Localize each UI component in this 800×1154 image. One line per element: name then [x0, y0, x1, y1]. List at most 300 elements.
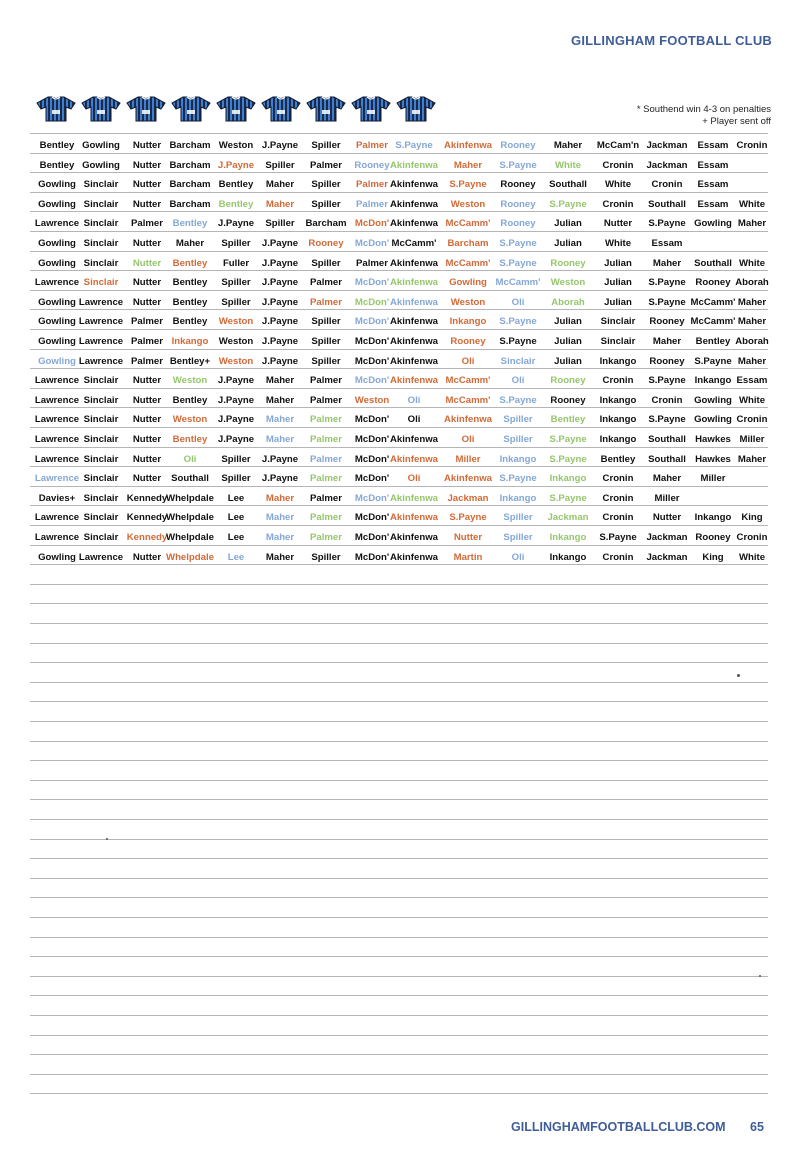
player-name-cell: Inkango	[599, 434, 637, 445]
player-name-cell: Akinfenwa	[390, 512, 438, 524]
player-name-cell: J.Payne	[217, 218, 255, 230]
rule-line	[30, 682, 768, 683]
player-name-cell: Palmer	[310, 473, 342, 485]
player-name-cell: S.Payne	[499, 238, 537, 249]
player-name-cell: S.Payne	[648, 218, 686, 230]
player-name-cell: Barcham	[169, 179, 211, 191]
player-name-cell: Whelpdale	[166, 551, 214, 563]
player-name-cell: Lawrence	[34, 473, 80, 485]
player-name-cell: Barcham	[169, 140, 211, 151]
player-name-cell: Oli	[407, 473, 421, 485]
player-name-cell: Oli	[511, 551, 525, 563]
player-name-cell: Rooney	[550, 394, 586, 406]
player-name-cell: Cronin	[602, 159, 634, 171]
player-name-cell: McDon'	[354, 316, 390, 328]
player-name-cell: Palmer	[356, 140, 388, 151]
player-name-cell: Barcham	[169, 159, 211, 171]
player-name-cell: Rooney	[500, 218, 536, 230]
note-penalties: * Southend win 4-3 on penalties	[636, 104, 771, 115]
player-name-cell: Bentley	[39, 159, 75, 171]
player-name-cell: Southall	[648, 453, 686, 465]
player-name-cell: Miller	[739, 434, 765, 445]
player-name-cell: S.Payne	[549, 492, 587, 504]
player-name-cell: Nutter	[652, 512, 682, 524]
player-name-cell: Essam	[697, 198, 729, 210]
player-name-cell: McDon'	[354, 453, 390, 465]
player-name-cell: Maher	[265, 394, 295, 406]
player-name-cell: Rooney	[649, 355, 685, 367]
player-name-cell: Palmer	[310, 492, 342, 504]
rule-line	[30, 623, 768, 624]
table-row	[0, 175, 800, 195]
player-name-cell: Akinfenwa	[390, 375, 438, 387]
player-name-cell: McCamm'	[445, 218, 491, 230]
player-name-cell: Julian	[604, 277, 632, 289]
player-name-cell: J.Payne	[217, 159, 255, 171]
striped-shirt-icon	[396, 96, 436, 122]
player-name-cell: Spiller	[503, 434, 533, 445]
player-name-cell: White	[738, 551, 766, 563]
player-name-cell: Palmer	[310, 375, 342, 387]
player-name-cell: Sinclair	[600, 316, 636, 328]
player-name-cell: S.Payne	[449, 512, 487, 524]
player-name-cell: McDon'	[354, 277, 390, 289]
player-name-cell: White	[738, 257, 766, 269]
player-name-cell: Kennedy	[126, 492, 168, 504]
player-name-cell: Bentley	[39, 140, 75, 151]
player-name-cell: Sinclair	[83, 198, 119, 210]
player-name-cell: S.Payne	[395, 140, 433, 151]
player-name-cell: Julian	[604, 296, 632, 308]
player-name-cell: Bentley	[172, 277, 208, 289]
player-name-cell: Maher	[265, 434, 295, 445]
player-name-cell: Kennedy	[126, 532, 168, 543]
player-name-cell: Nutter	[132, 473, 162, 485]
player-name-cell: Bentley	[172, 316, 208, 328]
player-name-cell: Essam	[736, 375, 768, 387]
player-name-cell: Lawrence	[34, 414, 80, 426]
player-name-cell: Whelpdale	[166, 492, 214, 504]
player-name-cell: Nutter	[132, 179, 162, 191]
player-name-cell: Lee	[227, 551, 245, 563]
player-name-cell: Palmer	[131, 316, 163, 328]
player-name-cell: S.Payne	[549, 198, 587, 210]
player-name-cell: Sinclair	[83, 414, 119, 426]
player-name-cell: Nutter	[132, 414, 162, 426]
player-name-cell: Spiller	[311, 355, 341, 367]
table-row	[0, 469, 800, 489]
player-name-cell: Cronin	[651, 179, 683, 191]
player-name-cell: Essam	[697, 159, 729, 171]
player-name-cell: Weston	[218, 355, 254, 367]
player-name-cell: Cronin	[602, 375, 634, 387]
player-name-cell: White	[604, 238, 632, 249]
player-name-cell: Bentley	[172, 394, 208, 406]
player-name-cell: J.Payne	[261, 257, 299, 269]
player-name-cell: Gowling	[694, 414, 732, 426]
player-name-cell: McCamm'	[690, 296, 736, 308]
player-name-cell: Sinclair	[83, 179, 119, 191]
player-name-cell: Inkango	[694, 375, 732, 387]
player-name-cell: Miller	[455, 453, 481, 465]
player-name-cell: Lawrence	[78, 355, 124, 367]
player-name-cell: Lawrence	[34, 277, 80, 289]
player-name-cell: Weston	[172, 414, 208, 426]
player-name-cell: Bentley	[218, 179, 254, 191]
player-name-cell: Lawrence	[78, 551, 124, 563]
player-name-cell: Maher	[652, 473, 682, 485]
player-name-cell: Nutter	[132, 375, 162, 387]
player-name-cell: S.Payne	[499, 336, 537, 347]
player-name-cell: Oli	[461, 434, 475, 445]
player-name-cell: Inkango	[599, 394, 637, 406]
player-name-cell: Gowling	[38, 257, 76, 269]
player-name-cell: S.Payne	[499, 159, 537, 171]
player-name-cell: S.Payne	[648, 375, 686, 387]
rule-line	[30, 917, 768, 918]
player-name-cell: Rooney	[500, 198, 536, 210]
rule-line	[30, 643, 768, 644]
player-name-cell: Maher	[265, 492, 295, 504]
player-name-cell: Maher	[265, 551, 295, 563]
player-name-cell: Jackman	[646, 159, 688, 171]
player-name-cell: Rooney	[550, 375, 586, 387]
speck-mark	[106, 838, 108, 840]
player-name-cell: Bentley	[172, 296, 208, 308]
player-name-cell: Barcham	[169, 198, 211, 210]
player-name-cell: J.Payne	[217, 394, 255, 406]
player-name-cell: Akinfenwa	[390, 336, 438, 347]
player-name-cell: J.Payne	[261, 355, 299, 367]
player-name-cell: S.Payne	[549, 453, 587, 465]
player-name-cell: Julian	[554, 355, 582, 367]
player-name-cell: Sinclair	[83, 512, 119, 524]
player-name-cell: Gowling	[38, 238, 76, 249]
player-name-cell: Rooney	[500, 179, 536, 191]
player-name-cell: Cronin	[736, 140, 768, 151]
player-name-cell: Nutter	[132, 296, 162, 308]
player-name-cell: Sinclair	[83, 473, 119, 485]
table-row	[0, 352, 800, 372]
player-name-cell: Akinfenwa	[390, 532, 438, 543]
player-name-cell: S.Payne	[648, 277, 686, 289]
player-name-cell: Inkango	[171, 336, 209, 347]
player-name-cell: Aborah	[735, 277, 769, 289]
player-name-cell: Palmer	[310, 394, 342, 406]
note-sent-off: + Player sent off	[702, 116, 771, 127]
player-name-cell: Spiller	[503, 414, 533, 426]
player-name-cell: J.Payne	[261, 473, 299, 485]
player-name-cell: Nutter	[132, 140, 162, 151]
player-name-cell: Davies+	[38, 492, 76, 504]
rule-line	[30, 1054, 768, 1055]
player-name-cell: Akinfenwa	[390, 198, 438, 210]
player-name-cell: Gowling	[38, 355, 76, 367]
player-name-cell: McCamm'	[445, 394, 491, 406]
player-name-cell: Bentley	[172, 257, 208, 269]
player-name-cell: Essam	[697, 179, 729, 191]
table-row	[0, 371, 800, 391]
player-name-cell: Sinclair	[83, 218, 119, 230]
player-name-cell: White	[738, 198, 766, 210]
table-row	[0, 450, 800, 470]
player-name-cell: Jackman	[646, 140, 688, 151]
player-name-cell: Sinclair	[83, 375, 119, 387]
player-name-cell: Rooney	[450, 336, 486, 347]
player-name-cell: Gowling	[38, 296, 76, 308]
player-name-cell: Akinfenwa	[390, 551, 438, 563]
player-name-cell: Cronin	[602, 492, 634, 504]
player-name-cell: S.Payne	[599, 532, 637, 543]
player-name-cell: Cronin	[651, 394, 683, 406]
player-name-cell: Cronin	[602, 551, 634, 563]
player-name-cell: Inkango	[694, 512, 732, 524]
player-name-cell: Akinfenwa	[444, 140, 492, 151]
player-name-cell: McDon'	[354, 473, 390, 485]
player-name-cell: Sinclair	[500, 355, 536, 367]
player-name-cell: Inkango	[449, 316, 487, 328]
player-name-cell: McDon'	[354, 336, 390, 347]
player-name-cell: Bentley	[600, 453, 636, 465]
striped-shirt-icon	[306, 96, 346, 122]
player-name-cell: Bentley	[550, 414, 586, 426]
player-name-cell: S.Payne	[549, 434, 587, 445]
player-name-cell: Fuller	[222, 257, 250, 269]
player-name-cell: Lawrence	[78, 316, 124, 328]
player-name-cell: Gowling	[38, 198, 76, 210]
player-name-cell: Palmer	[310, 159, 342, 171]
player-name-cell: Akinfenwa	[390, 316, 438, 328]
player-name-cell: Oli	[511, 375, 525, 387]
player-name-cell: Maher	[737, 218, 767, 230]
player-name-cell: Spiller	[311, 179, 341, 191]
player-name-cell: Palmer	[356, 257, 388, 269]
player-name-cell: Lee	[227, 532, 245, 543]
player-name-cell: McDon'	[354, 375, 390, 387]
player-name-cell: Spiller	[503, 532, 533, 543]
player-name-cell: Spiller	[503, 512, 533, 524]
player-name-cell: Cronin	[736, 532, 768, 543]
rule-line	[30, 584, 768, 585]
player-name-cell: Nutter	[132, 257, 162, 269]
player-name-cell: Julian	[604, 257, 632, 269]
player-name-cell: Spiller	[311, 140, 341, 151]
player-name-cell: Inkango	[499, 453, 537, 465]
player-name-cell: Maher	[265, 179, 295, 191]
player-name-cell: Rooney	[695, 532, 731, 543]
player-name-cell: Oli	[183, 453, 197, 465]
player-name-cell: Inkango	[599, 355, 637, 367]
player-name-cell: Rooney	[695, 277, 731, 289]
player-name-cell: Rooney	[649, 316, 685, 328]
player-name-cell: Cronin	[602, 473, 634, 485]
player-name-cell: Weston	[550, 277, 586, 289]
player-name-cell: Julian	[554, 316, 582, 328]
player-name-cell: Hawkes	[695, 434, 731, 445]
rule-line	[30, 976, 768, 977]
player-name-cell: Nutter	[132, 434, 162, 445]
player-name-cell: Kennedy	[126, 512, 168, 524]
player-name-cell: Maher	[652, 257, 682, 269]
player-name-cell: Nutter	[453, 532, 483, 543]
player-name-cell: Lee	[227, 512, 245, 524]
player-name-cell: Weston	[218, 336, 254, 347]
player-name-cell: Lee	[227, 492, 245, 504]
rule-line	[30, 799, 768, 800]
player-name-cell: S.Payne	[499, 316, 537, 328]
player-name-cell: Palmer	[131, 218, 163, 230]
player-name-cell: J.Payne	[261, 140, 299, 151]
rule-line	[30, 780, 768, 781]
player-name-cell: Akinfenwa	[390, 218, 438, 230]
player-name-cell: Cronin	[602, 198, 634, 210]
rule-line	[30, 662, 768, 663]
player-name-cell: McCamm'	[391, 238, 437, 249]
player-name-cell: Akinfenwa	[390, 257, 438, 269]
player-name-cell: S.Payne	[499, 257, 537, 269]
striped-shirt-icon	[126, 96, 166, 122]
rule-line	[30, 1035, 768, 1036]
player-name-cell: McDon'	[354, 532, 390, 543]
player-name-cell: J.Payne	[261, 296, 299, 308]
player-name-cell: J.Payne	[261, 453, 299, 465]
player-name-cell: Gowling	[38, 551, 76, 563]
player-name-cell: Akinfenwa	[390, 296, 438, 308]
player-name-cell: Bentley	[695, 336, 731, 347]
player-name-cell: Lawrence	[34, 434, 80, 445]
player-name-cell: Lawrence	[34, 512, 80, 524]
player-name-cell: McCamm'	[445, 257, 491, 269]
table-row	[0, 548, 800, 568]
player-name-cell: Oli	[461, 355, 475, 367]
player-name-cell: Lawrence	[34, 218, 80, 230]
player-name-cell: Palmer	[131, 336, 163, 347]
player-name-cell: Akinfenwa	[390, 492, 438, 504]
rule-line	[30, 937, 768, 938]
table-row	[0, 430, 800, 450]
player-name-cell: Bentley	[172, 218, 208, 230]
player-name-cell: Gowling	[82, 159, 120, 171]
rule-line	[30, 1093, 768, 1094]
player-name-cell: Sinclair	[83, 532, 119, 543]
player-name-cell: Rooney	[308, 238, 344, 249]
player-name-cell: Palmer	[356, 179, 388, 191]
player-name-cell: Maher	[553, 140, 583, 151]
player-name-cell: Nutter	[132, 453, 162, 465]
player-name-cell: Nutter	[132, 551, 162, 563]
rule-line	[30, 956, 768, 957]
player-name-cell: Maher	[265, 512, 295, 524]
player-name-cell: Sinclair	[600, 336, 636, 347]
player-name-cell: Aborah	[735, 336, 769, 347]
table-row	[0, 254, 800, 274]
table-row	[0, 391, 800, 411]
player-name-cell: S.Payne	[648, 296, 686, 308]
player-name-cell: Maher	[265, 532, 295, 543]
rule-line	[30, 995, 768, 996]
player-name-cell: Lawrence	[34, 532, 80, 543]
player-name-cell: Inkango	[499, 492, 537, 504]
player-name-cell: Essam	[651, 238, 683, 249]
striped-shirt-icon	[261, 96, 301, 122]
player-name-cell: Bentley	[218, 198, 254, 210]
player-name-cell: Palmer	[310, 512, 342, 524]
player-name-cell: Gowling	[449, 277, 487, 289]
player-name-cell: Maher	[737, 453, 767, 465]
page-number: 65	[750, 1120, 764, 1134]
player-name-cell: Sinclair	[83, 394, 119, 406]
table-row	[0, 195, 800, 215]
rule-line	[30, 741, 768, 742]
player-name-cell: Spiller	[311, 316, 341, 328]
player-name-cell: Lawrence	[34, 375, 80, 387]
table-row	[0, 293, 800, 313]
player-name-cell: Maher	[652, 336, 682, 347]
table-row	[0, 156, 800, 176]
player-name-cell: Rooney	[354, 159, 390, 171]
player-name-cell: Spiller	[221, 473, 251, 485]
rule-line	[30, 701, 768, 702]
player-name-cell: Aborah	[551, 296, 585, 308]
player-name-cell: Barcham	[305, 218, 347, 230]
player-name-cell: Gowling	[694, 394, 732, 406]
player-name-cell: Spiller	[221, 277, 251, 289]
player-name-cell: Spiller	[265, 159, 295, 171]
player-name-cell: Whelpdale	[166, 532, 214, 543]
player-name-cell: Sinclair	[83, 434, 119, 445]
player-name-cell: Nutter	[132, 198, 162, 210]
player-name-cell: Oli	[511, 296, 525, 308]
player-name-cell: Inkango	[549, 532, 587, 543]
player-name-cell: J.Payne	[217, 434, 255, 445]
player-name-cell: Oli	[407, 394, 421, 406]
player-name-cell: White	[554, 159, 582, 171]
player-name-cell: Miller	[654, 492, 680, 504]
player-name-cell: Inkango	[549, 551, 587, 563]
player-name-cell: King	[741, 512, 763, 524]
player-name-cell: Palmer	[310, 434, 342, 445]
player-name-cell: McDon'	[354, 296, 390, 308]
player-name-cell: Palmer	[356, 198, 388, 210]
player-name-cell: Akinfenwa	[390, 355, 438, 367]
player-name-cell: Lawrence	[34, 453, 80, 465]
player-name-cell: Jackman	[646, 532, 688, 543]
player-name-cell: Akinfenwa	[390, 277, 438, 289]
player-name-cell: Sinclair	[83, 238, 119, 249]
player-name-cell: Maher	[265, 198, 295, 210]
player-name-cell: Essam	[697, 140, 729, 151]
player-name-cell: McDon'	[354, 218, 390, 230]
player-name-cell: White	[604, 179, 632, 191]
player-name-cell: McDon'	[354, 434, 390, 445]
player-name-cell: Sinclair	[83, 277, 119, 289]
player-name-cell: Inkango	[599, 414, 637, 426]
player-name-cell: Cronin	[736, 414, 768, 426]
player-name-cell: Lawrence	[34, 394, 80, 406]
rule-line	[30, 878, 768, 879]
player-name-cell: Spiller	[311, 551, 341, 563]
player-name-cell: S.Payne	[499, 473, 537, 485]
player-name-cell: Gowling	[38, 179, 76, 191]
player-name-cell: Sinclair	[83, 492, 119, 504]
player-name-cell: Nutter	[132, 277, 162, 289]
player-name-cell: McDon'	[354, 355, 390, 367]
player-name-cell: Maher	[737, 316, 767, 328]
table-row	[0, 489, 800, 509]
player-name-cell: Weston	[218, 316, 254, 328]
player-name-cell: Weston	[450, 296, 486, 308]
speck-mark	[759, 975, 761, 977]
